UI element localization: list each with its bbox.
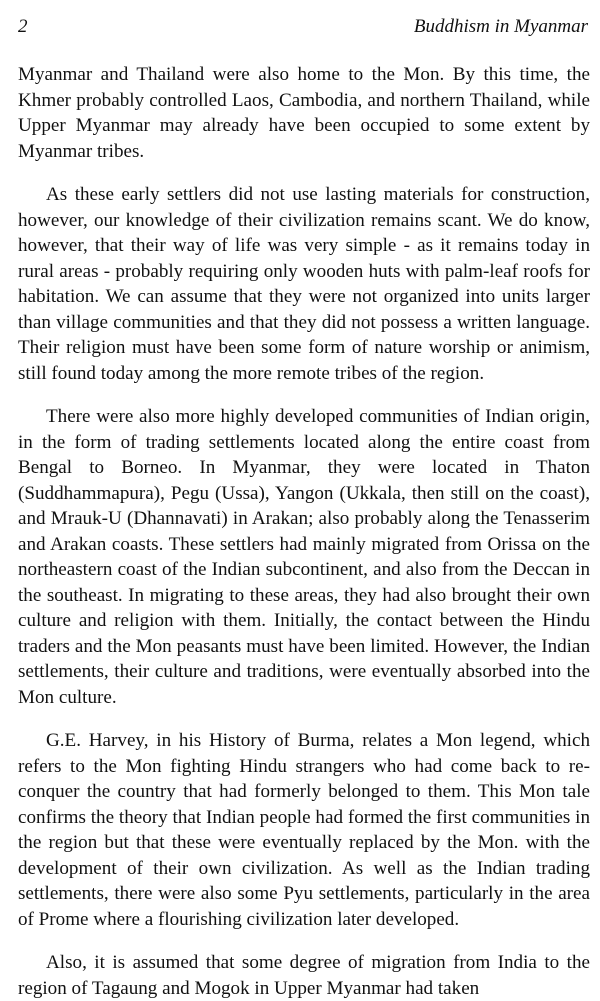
paragraph-3: There were also more highly developed communities of Indian origin, in the form of trading settlements located along the entire coast from Bengal to Borneo. In Myanmar, they were located in Thaton (Suddhammapura), Pegu (Ussa), Yangon (Ukkala, then still on the coast), and Mrauk-U (Dhannavati) in Arakan; also probably along the Tenasserim and Arakan coasts. These settlers had mainly migrated from Orissa on the northeastern coast of the Indian subcontinent, and also from the Deccan in the southeast. In migrating to these areas, they had also brought their own culture and religion with them. Initially, the contact between the Hindu traders and the Mon peasants must have been limited. However, the Indian settlements, their culture and traditions, were eventually absorbed into the Mon culture. [18, 406, 590, 708]
paragraph-1: Myanmar and Thailand were also home to the Mon. By this time, the Khmer probably controlled Laos, Cambodia, and northern Thailand, while Upper Myanmar may already have been occupied to some extent by Myanmar tribes. [18, 64, 590, 162]
paragraph-2: As these early settlers did not use lasting materials for construction, however, our knowledge of their civilization remains scant. We do know, however, that their way of life was very simple - as it remains today in rural areas - probably requiring only wooden huts with palm-leaf roofs for habitation. We can assume that they were not organized into units larger than village communities and that they did not possess a written language. Their religion must have been some form of nature worship or animism, still found today among the more remote tribes of the region. [18, 184, 590, 384]
paragraph-5: Also, it is assumed that some degree of migration from India to the region of Tagaung and Mogok in Upper Myanmar had taken [18, 952, 590, 999]
running-title: Buddhism in Myanmar [413, 16, 588, 37]
body-text [18, 62, 590, 1001]
page-header [18, 14, 588, 40]
paragraph-4: G.E. Harvey, in his History of Burma, relates a Mon legend, which refers to the Mon fighting Hindu strangers who had come back to re-conquer the country that had formerly belonged to them. This Mon tale confirms the theory that Indian people had formed the first communities in the region but that these were eventually replaced by the Mon. with the development of their own civilization. As well as the Indian trading settlements, there were also some Pyu settlements, particularly in the area of Prome where a flourishing civilization later developed. [18, 730, 590, 930]
page-number: 2 [18, 16, 28, 37]
